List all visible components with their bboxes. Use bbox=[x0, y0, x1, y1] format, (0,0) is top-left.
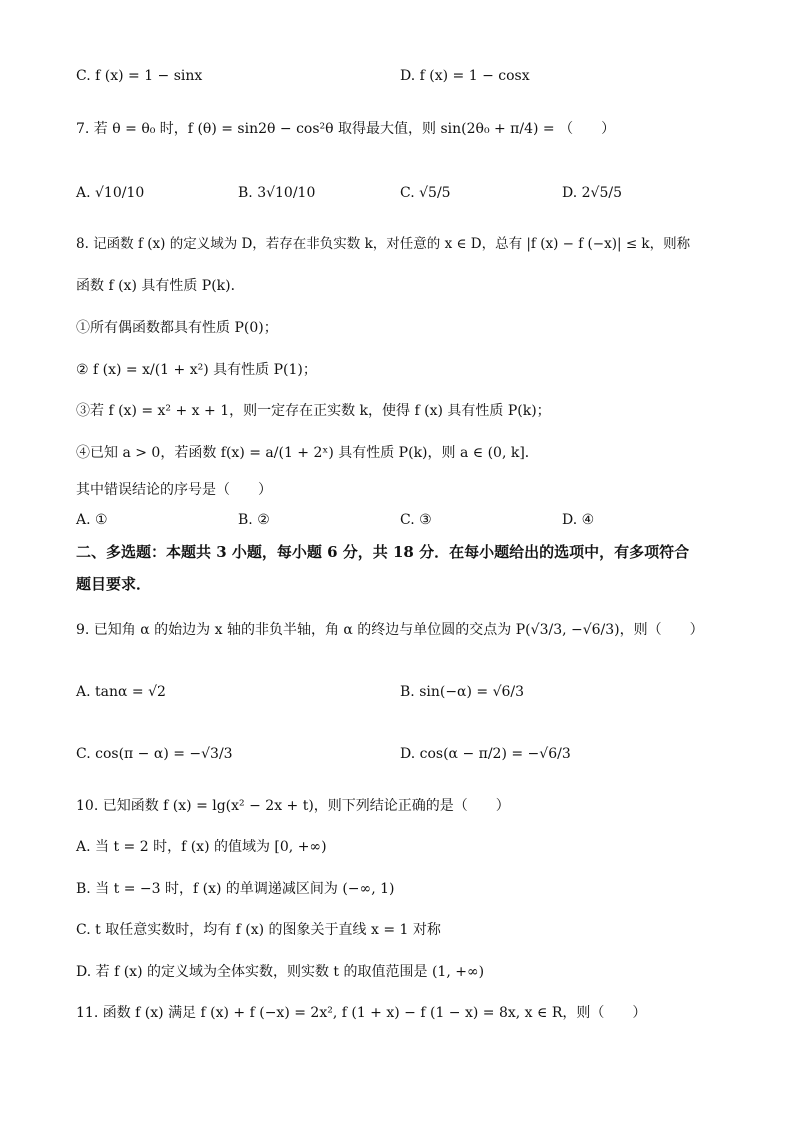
q7-option-c: C. √5/5 bbox=[400, 185, 451, 201]
q10-option-b: B. 当 t = −3 时，f (x) 的单调递减区间为 (−∞, 1) bbox=[76, 881, 395, 897]
q10-option-c: C. t 取任意实数时，均有 f (x) 的图象关于直线 x = 1 对称 bbox=[76, 922, 441, 938]
q8-statement-4: ④已知 a > 0，若函数 f(x) = a/(1 + 2ˣ) 具有性质 P(k)，则 a ∈ (0, k]． bbox=[76, 445, 539, 461]
q10-stem: 10. 已知函数 f (x) = lg(x² − 2x + t)，则下列结论正确的是（ ） bbox=[76, 798, 510, 814]
q8-stem-line2: 函数 f (x) 具有性质 P(k)． bbox=[76, 278, 245, 294]
q9-stem: 9. 已知角 α 的始边为 x 轴的非负半轴，角 α 的终边与单位圆的交点为 P(√3/3, −√6/3)，则（ ） bbox=[76, 622, 704, 638]
q8-stem-line1: 8. 记函数 f (x) 的定义域为 D，若存在非负实数 k，对任意的 x ∈ D，总有 |f (x) − f (−x)| ≤ k，则称 bbox=[76, 236, 691, 252]
q8-option-b: B. ② bbox=[238, 512, 270, 528]
q8-option-d: D. ④ bbox=[562, 512, 595, 528]
q7-option-a: A. √10/10 bbox=[76, 185, 145, 201]
q11-stem: 11. 函数 f (x) 满足 f (x) + f (−x) = 2x², f (1 + x) − f (1 − x) = 8x, x ∈ R，则（ ） bbox=[76, 1005, 647, 1021]
q8-option-a: A. ① bbox=[76, 512, 108, 528]
q6-option-c: C. f (x) = 1 − sinx bbox=[76, 68, 203, 84]
q7-stem: 7. 若 θ = θ₀ 时，f (θ) = sin2θ − cos²θ 取得最大值，则 sin(2θ₀ + π/4) = （ ） bbox=[76, 121, 616, 137]
section2-heading-line1: 二、多选题：本题共 3 小题，每小题 6 分，共 18 分．在每小题给出的选项中，有多项符合 bbox=[76, 543, 690, 561]
q8-option-c: C. ③ bbox=[400, 512, 432, 528]
q9-option-d: D. cos(α − π/2) = −√6/3 bbox=[400, 746, 571, 762]
q8-statement-1: ①所有偶函数都具有性质 P(0)； bbox=[76, 320, 278, 336]
q6-option-d: D. f (x) = 1 − cosx bbox=[400, 68, 530, 84]
q9-option-a: A. tanα = √2 bbox=[76, 684, 166, 700]
q7-option-d: D. 2√5/5 bbox=[562, 185, 622, 201]
q8-statement-2: ② f (x) = x/(1 + x²) 具有性质 P(1)； bbox=[76, 362, 317, 378]
q8-question: 其中错误结论的序号是（ ） bbox=[76, 482, 272, 498]
q7-option-b: B. 3√10/10 bbox=[238, 185, 316, 201]
q10-option-d: D. 若 f (x) 的定义域为全体实数，则实数 t 的取值范围是 (1, +∞) bbox=[76, 964, 485, 980]
section2-heading-line2: 题目要求． bbox=[76, 575, 152, 593]
q9-option-b: B. sin(−α) = √6/3 bbox=[400, 684, 525, 700]
q8-statement-3: ③若 f (x) = x² + x + 1，则一定存在正实数 k，使得 f (x) 具有性质 P(k)； bbox=[76, 403, 551, 419]
q9-option-c: C. cos(π − α) = −√3/3 bbox=[76, 746, 233, 762]
q10-option-a: A. 当 t = 2 时，f (x) 的值域为 [0, +∞) bbox=[76, 839, 327, 855]
